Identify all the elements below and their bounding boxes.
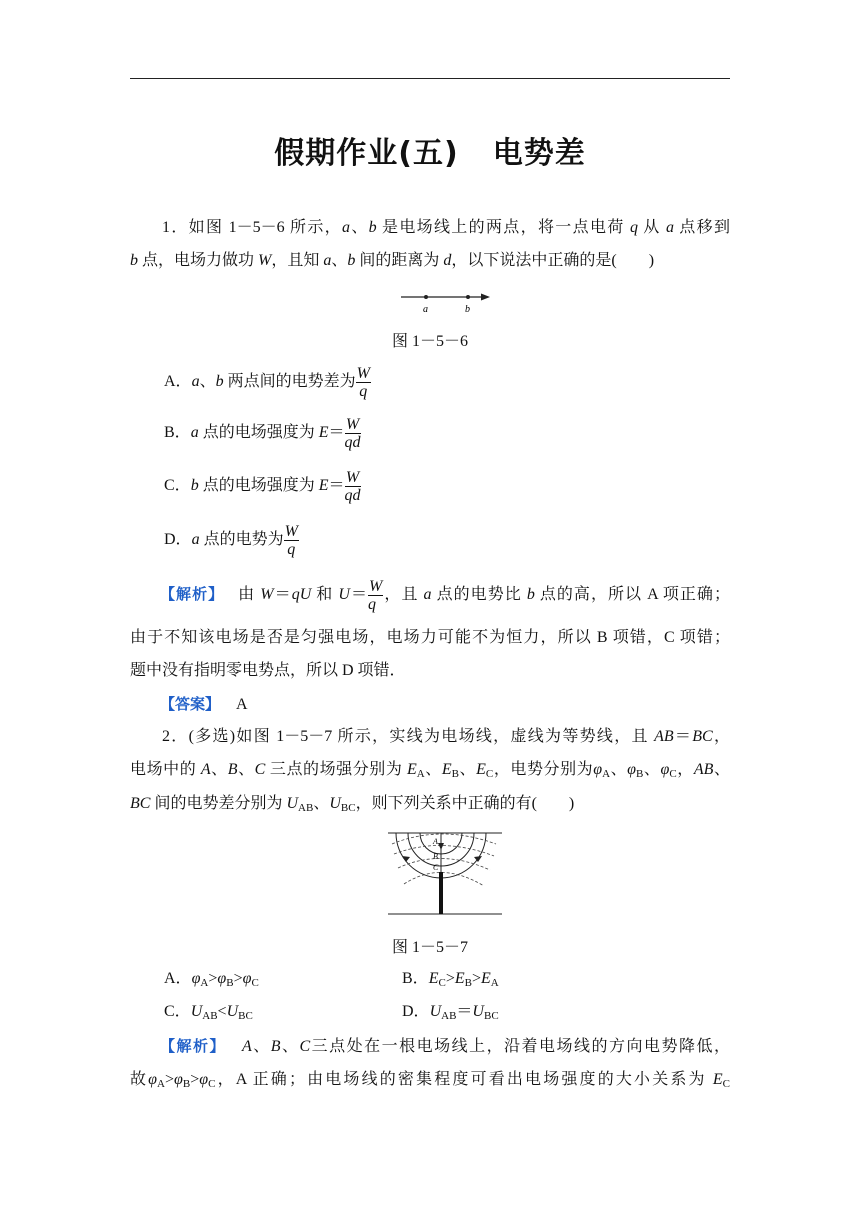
field-arrow [402, 856, 410, 862]
q2-option-a: A．$\varphi_A>\varphi_B>\varphi_C$ [164, 970, 259, 989]
fraction-w-over-qd: $\frac{W}{qd}$ [344, 415, 361, 451]
field-arrow [481, 294, 490, 301]
q1-option-a: A．a、b 两点间的电势差为 $\frac{W}{q}$ [164, 364, 370, 400]
equipotential-line [398, 858, 490, 870]
analysis-tag: 【解析】 [160, 585, 225, 603]
q2-stem-line-3: BC 间的电势差分别为 $U_{AB}$、$U_{BC}$，则下列关系中正确的有( ) [130, 795, 575, 814]
q2-stem-line-2: 电场中的 A、B、C 三点的场强分别为 $E_A$、$E_B$、$E_C$，电势分别为$\varphi_A$、$\varphi_B$、$\varphi_C$，AB、 [130, 761, 730, 780]
q1-analysis-line-2: 由于不知该电场是否是匀强电场，电场力可能不为恒力，所以 B 项错，C 项错； [130, 629, 730, 646]
caption-1-5-6: 图 1－5－6 [391, 333, 468, 350]
fraction-w-over-q: $\frac{W}{q}$ [284, 522, 298, 558]
q2-option-b: B．$E_C>E_B>E_A$ [402, 970, 499, 989]
q1-analysis-line-1: 【解析】 由 W＝qU 和 U＝ $\frac{W}{q}$ ，且 a 点的电势比 b 点的高，所以 A 项正确； [130, 574, 730, 615]
page-title [0, 128, 860, 172]
label-C: C [433, 863, 439, 872]
q1-option-c: C．b 点的电场强度为 E＝ $\frac{W}{qd}$ [164, 468, 361, 504]
q1-option-d: D．a 点的电势为 $\frac{W}{q}$ [164, 522, 298, 558]
label-b: b [465, 304, 470, 315]
field-arrow [438, 843, 444, 850]
charged-rod [439, 872, 443, 914]
header-rule [130, 78, 730, 79]
q2-analysis-line-1: 【解析】 A、B、C三点处在一根电场线上，沿着电场线的方向电势降低， [130, 1036, 730, 1057]
answer-value: A [236, 696, 248, 713]
figure-1-5-6 [398, 288, 494, 318]
q1-option-b: B．a 点的电场强度为 E＝ $\frac{W}{qd}$ [164, 415, 361, 451]
fraction-w-over-q: $\frac{W}{q}$ [356, 364, 370, 400]
q2-option-d: D．$U_{AB}=U_{BC}$ [402, 1003, 499, 1022]
title-sub: 电势差 [492, 136, 586, 171]
figure-1-5-7 [386, 828, 504, 918]
analysis-tag: 【解析】 [160, 1037, 226, 1055]
q1-stem-line-1: 1．如图 1－5－6 所示，a、b 是电场线上的两点，将一点电荷 q 从 a 点移到 [162, 219, 730, 236]
fraction-w-over-qd: $\frac{W}{qd}$ [344, 468, 361, 504]
fraction-w-over-q: $\frac{W}{q}$ [368, 577, 383, 613]
field-arrow [474, 856, 482, 862]
answer-tag: 【答案】 [160, 695, 221, 713]
label-A: A [433, 837, 438, 846]
q1-stem-line-2: b 点，电场力做功 W，且知 a、b 间的距离为 d，以下说法中正确的是( ) [130, 252, 655, 269]
label-a: a [423, 304, 428, 315]
q2-option-c: C．$U_{AB}<U_{BC}$ [164, 1003, 253, 1022]
point-b [466, 295, 470, 299]
q2-stem-line-1: 2．(多选)如图 1－5－7 所示，实线为电场线，虚线为等势线，且 AB＝BC， [162, 728, 730, 745]
q1-analysis-line-3: 题中没有指明零电势点，所以 D 项错． [130, 662, 406, 679]
equipotential-line [404, 872, 484, 886]
q2-analysis-line-2: 故$\varphi_A>\varphi_B>\varphi_C$，A 正确；由电场线的密集程度可看出电场强度的大小关系为 $E_C$ [130, 1071, 730, 1090]
caption-1-5-7: 图 1－5－7 [391, 939, 468, 956]
point-a [424, 295, 428, 299]
equipotential-line [394, 845, 494, 856]
title-main: 假期作业(五) [274, 136, 459, 171]
q1-answer-line [130, 694, 730, 715]
label-B: B [433, 852, 438, 861]
